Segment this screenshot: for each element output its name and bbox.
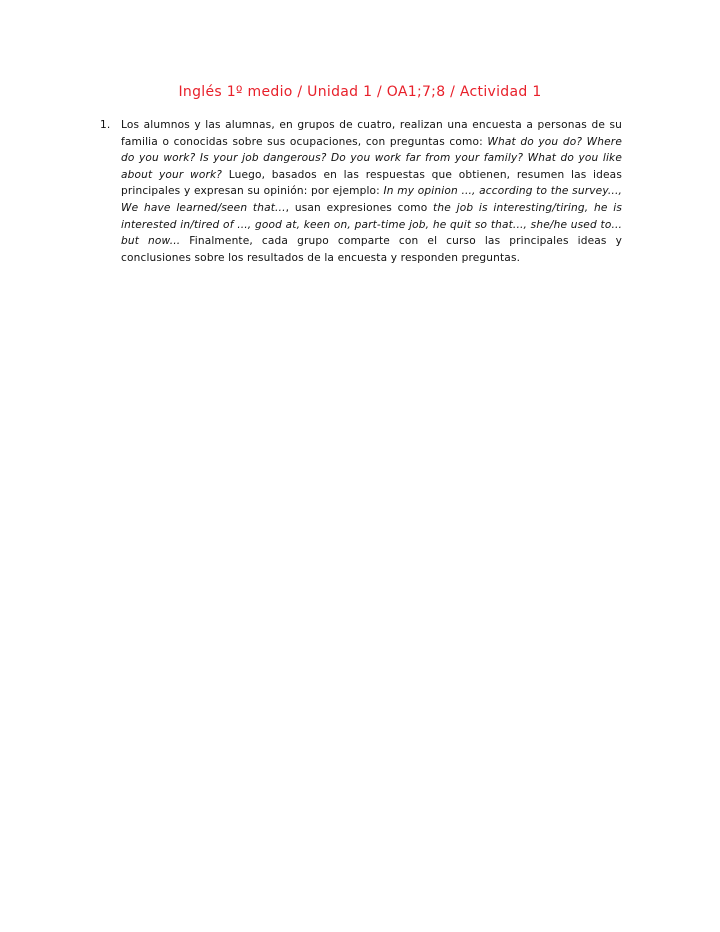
activity-text <box>121 119 622 264</box>
activity-item <box>100 117 622 266</box>
activity-list <box>100 117 622 266</box>
text-segment: Los alumnos y las alumnas, en grupos de cuatro, realizan una encuesta a personas de su familia o conocidas sobre sus ocupaciones, con preguntas como: <box>121 119 622 148</box>
text-segment: Luego, basados en las respuestas que obtienen, resumen las ideas principales y expresan su opinión: por ejemplo: <box>121 168 622 198</box>
activity-number: 1. <box>100 119 111 131</box>
example-questions: What do you do? Where do you work? Is your job dangerous? Do you work far from your family? What do you like about your work? <box>121 135 622 181</box>
text-segment: , usan expresiones como <box>285 201 434 214</box>
page-title: Inglés 1º medio / Unidad 1 / OA1;7;8 / Actividad 1 <box>178 84 542 100</box>
text-segment: Finalmente, cada grupo comparte con el curso las principales ideas y conclusiones sobre los resultados de la encuesta y responden preguntas. <box>121 235 623 264</box>
example-expressions: the job is interesting/tiring, he is interested in/tired of ..., good at, keen on, part-time job, he quit so that..., she/he used to... but now... <box>121 201 622 248</box>
example-opinions: In my opinion ..., according to the survey..., We have learned/seen that... <box>121 185 622 214</box>
